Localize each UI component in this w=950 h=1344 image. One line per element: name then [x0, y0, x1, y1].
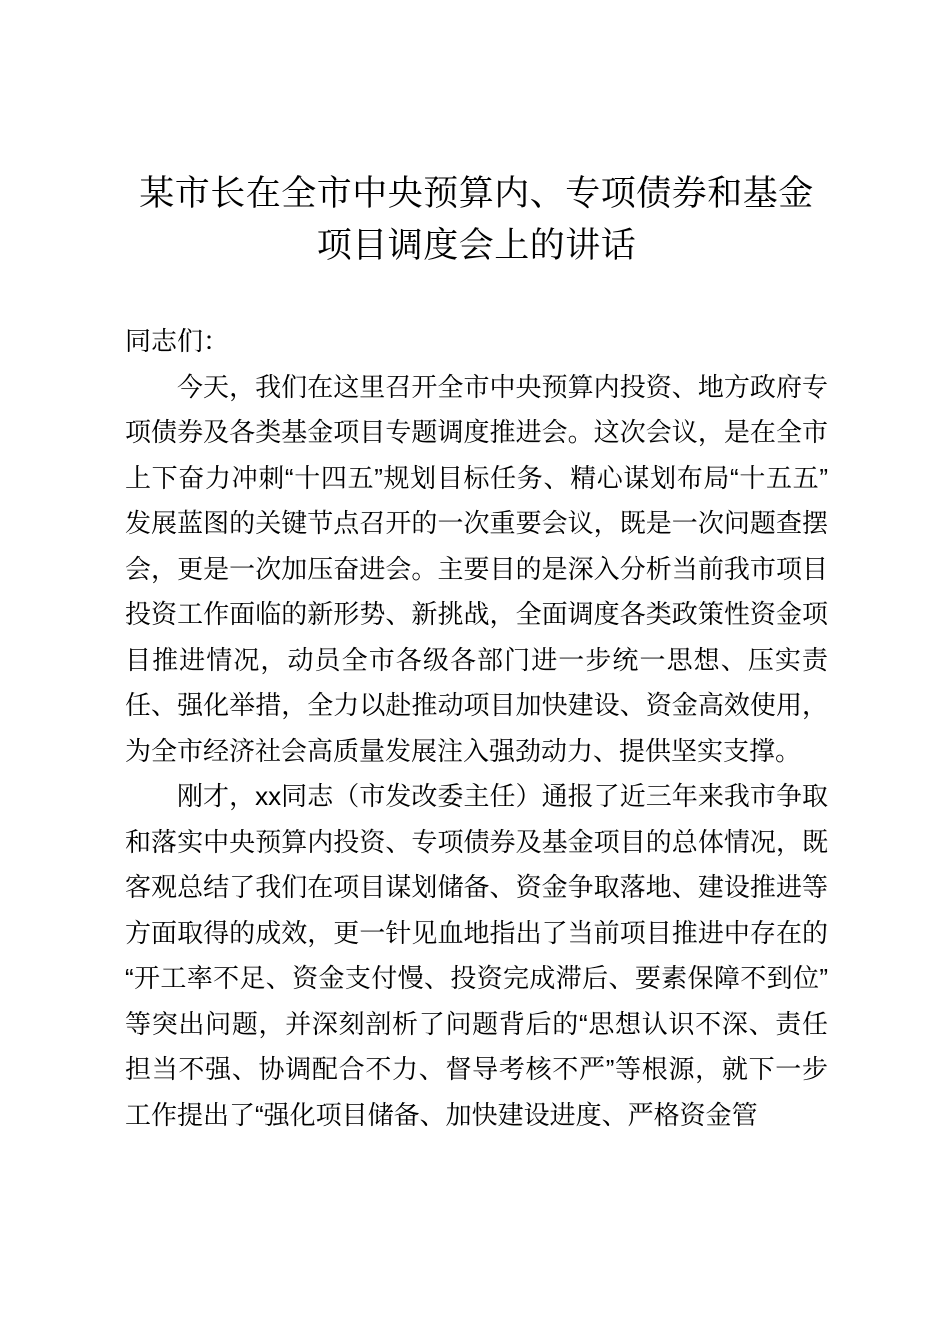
- document-body: [125, 319, 828, 1138]
- salutation-line: 同志们：: [125, 326, 230, 356]
- paragraph-briefing-summary: 刚才，xx同志（市发改委主任）通报了近三年来我市争取和落实中央预算内投资、专项债券及基金项目的总体情况，既客观总结了我们在项目谋划储备、资金争取落地、建设推进等方面取得的成效，更一针见血地指出了当前项目推进中存在的“开工率不足、资金支付慢、投资完成滞后、要素保障不到位”等突出问题，并深刻剖析了问题背后的“思想认识不深、责任担当不强、协调配合不力、督导考核不严”等根源，就下一步工作提出了“强化项目储备、加快建设进度、严格资金管: [125, 781, 828, 1130]
- paragraph-opening: 今天，我们在这里召开全市中央预算内投资、地方政府专项债券及各类基金项目专题调度推进会。这次会议，是在全市上下奋力冲刺“十四五”规划目标任务、精心谋划布局“十五五”发展蓝图的关键节点召开的一次重要会议，既是一次问题查摆会，更是一次加压奋进会。主要目的是深入分析当前我市项目投资工作面临的新形势、新挑战，全面调度各类政策性资金项目推进情况，动员全市各级各部门进一步统一思想、压实责任、强化举措，全力以赴推动项目加快建设、资金高效使用，为全市经济社会高质量发展注入强劲动力、提供坚实支撑。: [125, 371, 828, 766]
- document-title: 某市长在全市中央预算内、专项债券和基金项目调度会上的讲话: [139, 174, 814, 265]
